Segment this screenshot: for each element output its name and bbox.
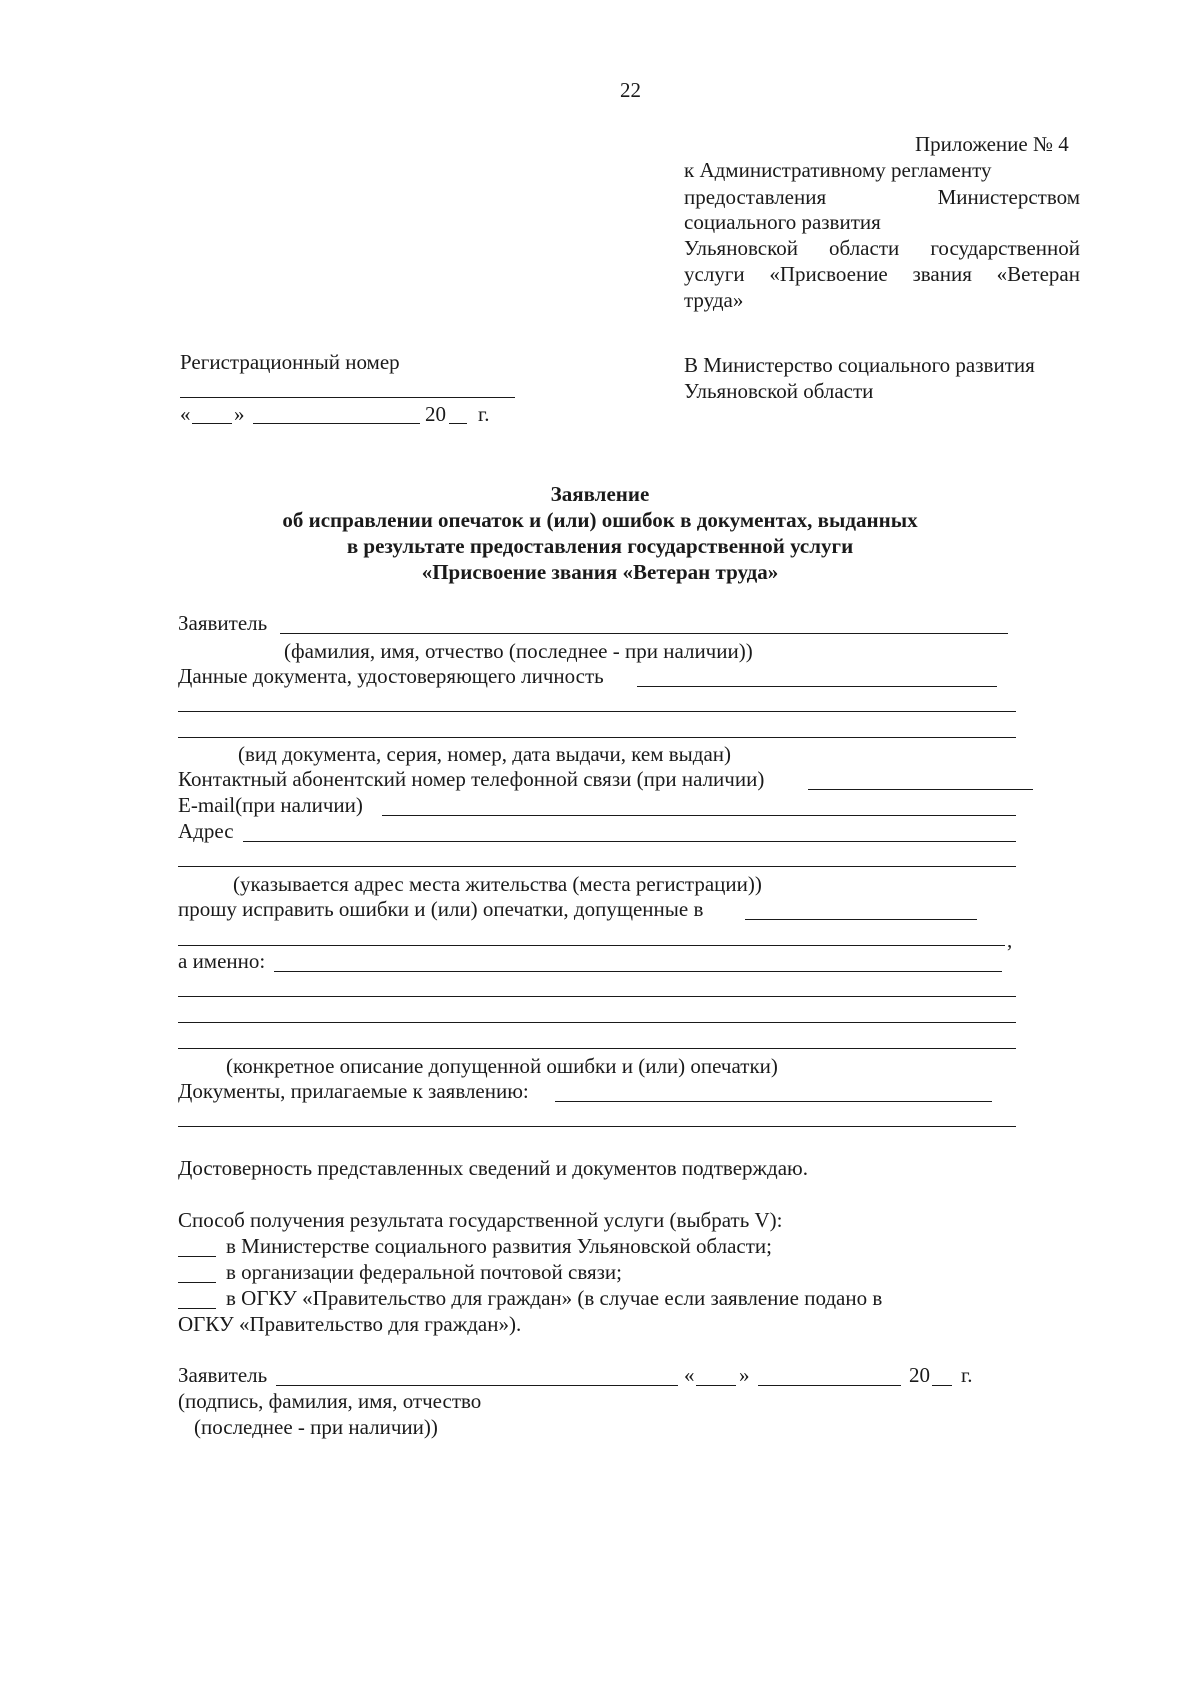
namely-hint: (конкретное описание допущенной ошибки и (или) опечатки) xyxy=(226,1054,778,1078)
registration-day-field[interactable] xyxy=(192,423,232,424)
request-comma: , xyxy=(1007,928,1013,952)
appendix-line: Ульяновской области государственной xyxy=(684,236,1080,260)
request-document-field[interactable] xyxy=(745,919,977,920)
attachments-label: Документы, прилагаемые к заявлению: xyxy=(178,1079,529,1103)
address-label: Адрес xyxy=(178,819,234,843)
applicant-name-field[interactable] xyxy=(280,633,1008,634)
signature-hint: (подпись, фамилия, имя, отчество xyxy=(178,1389,482,1413)
id-document-label: Данные документа, удостоверяющего личность xyxy=(178,664,604,688)
phone-label: Контактный абонентский номер телефонной связи (при наличии) xyxy=(178,767,765,791)
delivery-option-label-continued: ОГКУ «Правительство для граждан»). xyxy=(178,1312,522,1336)
registration-year-field[interactable] xyxy=(449,423,467,424)
email-label: E-mail(при наличии) xyxy=(178,793,363,817)
registration-number-field[interactable] xyxy=(180,397,515,398)
appendix-number: Приложение № 4 xyxy=(915,132,1069,156)
delivery-option-checkbox[interactable] xyxy=(178,1282,216,1283)
delivery-option-label: в Министерстве социального развития Ульяновской области; xyxy=(226,1234,772,1258)
registration-month-field[interactable] xyxy=(253,423,420,424)
id-document-field-line[interactable] xyxy=(178,711,1016,712)
id-document-field-line[interactable] xyxy=(178,737,1016,738)
signature-day-field[interactable] xyxy=(696,1385,736,1386)
signature-field[interactable] xyxy=(276,1385,678,1386)
addressee-line: Ульяновской области xyxy=(684,379,874,403)
applicant-hint: (фамилия, имя, отчество (последнее - при наличии)) xyxy=(284,639,753,663)
signature-close-quote: » xyxy=(739,1363,750,1387)
appendix-line: предоставления Министерством xyxy=(684,185,1080,209)
registration-year-suffix: г. xyxy=(478,402,490,426)
request-label: прошу исправить ошибки и (или) опечатки, допущенные в xyxy=(178,897,704,921)
registration-label: Регистрационный номер xyxy=(180,350,400,374)
delivery-option-checkbox[interactable] xyxy=(178,1308,216,1309)
signature-year-prefix: 20 xyxy=(909,1363,930,1387)
signature-year-field[interactable] xyxy=(932,1385,952,1386)
signature-year-suffix: г. xyxy=(961,1363,973,1387)
namely-field[interactable] xyxy=(274,971,1002,972)
namely-label: а именно: xyxy=(178,949,266,973)
namely-field-line[interactable] xyxy=(178,1022,1016,1023)
namely-field-line[interactable] xyxy=(178,996,1016,997)
id-document-hint: (вид документа, серия, номер, дата выдачи, кем выдан) xyxy=(238,742,731,766)
confirmation-text: Достоверность представленных сведений и документов подтверждаю. xyxy=(178,1156,808,1180)
registration-open-quote: « xyxy=(180,402,191,426)
delivery-heading: Способ получения результата государственной услуги (выбрать V): xyxy=(178,1208,783,1232)
attachments-field-line[interactable] xyxy=(178,1126,1016,1127)
signature-hint: (последнее - при наличии)) xyxy=(194,1415,438,1439)
request-document-field-line[interactable] xyxy=(178,945,1005,946)
appendix-line: труда» xyxy=(684,288,744,312)
signature-month-field[interactable] xyxy=(758,1385,901,1386)
email-field[interactable] xyxy=(382,815,1016,816)
title-line: Заявление xyxy=(550,482,650,506)
address-field-line[interactable] xyxy=(178,866,1016,867)
delivery-option-label: в ОГКУ «Правительство для граждан» (в случае если заявление подано в xyxy=(226,1286,883,1310)
registration-year-prefix: 20 xyxy=(425,402,446,426)
attachments-field[interactable] xyxy=(555,1101,992,1102)
phone-field[interactable] xyxy=(808,789,1033,790)
signature-open-quote: « xyxy=(684,1363,695,1387)
signature-label: Заявитель xyxy=(178,1363,268,1387)
title-line: в результате предоставления государственной услуги xyxy=(346,534,854,558)
page-number: 22 xyxy=(620,78,641,102)
namely-field-line[interactable] xyxy=(178,1048,1016,1049)
appendix-line: услуги «Присвоение звания «Ветеран xyxy=(684,262,1080,286)
delivery-option-checkbox[interactable] xyxy=(178,1256,216,1257)
address-field[interactable] xyxy=(243,841,1016,842)
appendix-line: к Административному регламенту xyxy=(684,158,992,182)
title-line: об исправлении опечаток и (или) ошибок в документах, выданных xyxy=(282,508,918,532)
delivery-option-label: в организации федеральной почтовой связи; xyxy=(226,1260,623,1284)
applicant-label: Заявитель xyxy=(178,611,268,635)
appendix-line: социального развития xyxy=(684,210,881,234)
address-hint: (указывается адрес места жительства (места регистрации)) xyxy=(233,872,762,896)
id-document-field[interactable] xyxy=(637,686,997,687)
addressee-line: В Министерство социального развития xyxy=(684,353,1035,377)
title-line: «Присвоение звания «Ветеран труда» xyxy=(421,560,779,584)
registration-close-quote: » xyxy=(234,402,245,426)
